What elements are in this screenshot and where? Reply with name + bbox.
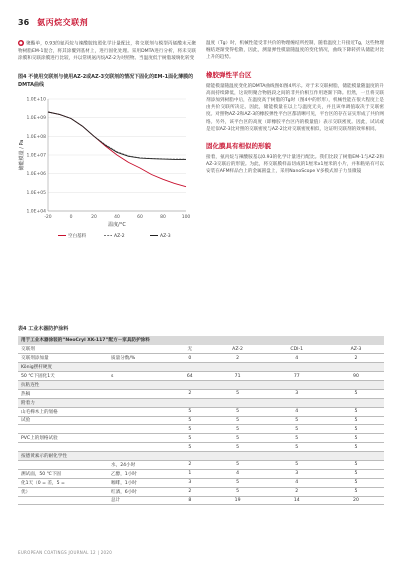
table-row xyxy=(18,460,384,469)
table-cell: 5 xyxy=(266,416,328,425)
row-label: 热稿 xyxy=(18,389,108,398)
table-row xyxy=(18,398,384,407)
row-sublabel: s xyxy=(108,372,170,381)
right-column xyxy=(206,40,384,176)
col-header: 无 xyxy=(170,345,210,354)
row-label xyxy=(18,425,108,434)
row-sublabel: 质量分数/% xyxy=(108,354,170,363)
table-cell: 5 xyxy=(210,434,266,443)
col-header: CDI-1 xyxy=(266,345,328,354)
table-cell: 5 xyxy=(328,425,384,434)
x-tick-label: 40 xyxy=(114,215,120,221)
table-cell xyxy=(170,380,210,389)
y-tick-label: 1.0E+07 xyxy=(26,153,46,159)
row-label: 抗粘连性 xyxy=(18,380,108,389)
table-cell: 2 xyxy=(170,389,210,398)
table-cell xyxy=(328,398,384,407)
table-cell: 5 xyxy=(170,416,210,425)
table-row xyxy=(18,487,384,496)
table-row xyxy=(18,372,384,381)
table-cell: 5 xyxy=(210,443,266,452)
page-number: 36 xyxy=(18,17,30,27)
table-cell xyxy=(210,380,266,389)
table-cell: 5 xyxy=(210,416,266,425)
table-row xyxy=(18,443,384,452)
table-cell xyxy=(170,452,210,461)
table-cell: 2 xyxy=(170,460,210,469)
legend-label: AZ-2 xyxy=(114,234,125,240)
row-label: 测试面，50 ℃下固 xyxy=(18,469,108,478)
table-cell: 5 xyxy=(210,389,266,398)
row-label: 交联剂添加量 xyxy=(18,354,108,363)
table-cell: 4 xyxy=(266,354,328,363)
col-header: AZ-3 xyxy=(328,345,384,354)
table-cell: 5 xyxy=(170,407,210,416)
table-row xyxy=(18,416,384,425)
x-tick-label: 60 xyxy=(137,215,143,221)
col-header: AZ-2 xyxy=(210,345,266,354)
x-tick-label: 0 xyxy=(69,215,73,221)
left-column xyxy=(18,40,196,243)
series-line-2 xyxy=(48,112,186,159)
table-cell xyxy=(328,380,384,389)
table-cell xyxy=(328,452,384,461)
bullet-icon: ● xyxy=(19,40,23,45)
table-cell: 90 xyxy=(328,372,384,381)
row-label: 附着力 xyxy=(18,398,108,407)
table-row xyxy=(18,354,384,363)
table-cell: 5 xyxy=(328,416,384,425)
table-cell: 5 xyxy=(210,487,266,496)
row-label: 山毛榉木上的划格 xyxy=(18,407,108,416)
table-row xyxy=(18,389,384,398)
table-cell: 77 xyxy=(266,372,328,381)
x-axis-label: 温度/°C xyxy=(108,222,126,229)
table-cell: 5 xyxy=(266,434,328,443)
table-caption: 表4 工业木器防护涂料 xyxy=(18,326,69,332)
table-headline: 用于工业木器涂装的“NeoCryl XK-117”配方－家具防护涂料 xyxy=(18,336,384,345)
table-column-header-row xyxy=(18,345,384,354)
row-sublabel: 总计 xyxy=(108,496,170,505)
table-cell: 64 xyxy=(170,372,210,381)
table-cell xyxy=(266,363,328,372)
table-cell: 3 xyxy=(266,389,328,398)
row-sublabel xyxy=(108,425,170,434)
page-header xyxy=(18,14,88,30)
table-cell: 14 xyxy=(266,496,328,505)
table-cell: 5 xyxy=(210,407,266,416)
table-cell: 5 xyxy=(266,460,328,469)
x-tick-label: 80 xyxy=(160,215,166,221)
y-tick-label: 1.0E+06 xyxy=(26,172,46,178)
table-4 xyxy=(18,325,384,505)
table-cell xyxy=(210,363,266,372)
x-tick-label: 100 xyxy=(181,215,191,221)
table-cell xyxy=(266,398,328,407)
legend-label: 空白基料 xyxy=(68,234,86,240)
row-label: PVC上的划格试验 xyxy=(18,434,108,443)
right-paragraph-1: 温度（Tg）时，机械性能受非共价的物理缠结所控制，随着温度上升接近Tg，这些物理缠结逐渐变得松散，因此，测量弹性模量随温度的变化情况，曲线下降转折从储能对比上升的趋势。 xyxy=(206,41,384,61)
intro-text: 聚酯单，0.93的氨丙烷与辣酸胺按照化学计量配比，将交联剂与模型丙烯酸末元聚物树脂EM-1混合，将其涂覆到基材上，进行固化处理。采用DMTA进行分析，将未交联涂膜和交联涂膜进行比较，并以常规氨丙烷AZ-2为对照物。当温度低于树脂玻璃化转变 xyxy=(18,41,196,61)
table-cell: 5 xyxy=(328,443,384,452)
row-sublabel: 乙醇，1小时 xyxy=(108,469,170,478)
table-cell: 5 xyxy=(328,407,384,416)
col-header xyxy=(108,345,170,354)
table-row xyxy=(18,380,384,389)
row-label xyxy=(18,460,108,469)
row-label: 50 ℃下固化1天 xyxy=(18,372,108,381)
table-cell: 2 xyxy=(170,487,210,496)
table-cell: 5 xyxy=(210,478,266,487)
table-row xyxy=(18,363,384,372)
x-tick-label: -20 xyxy=(44,215,52,221)
row-sublabel: 咖啡，1小时 xyxy=(108,478,170,487)
table-row xyxy=(18,434,384,443)
table-cell: 8 xyxy=(170,496,210,505)
row-label: 按德黄素示的耐化学性 xyxy=(18,452,108,461)
table-headline-row xyxy=(18,336,384,345)
y-tick-label: 1.0E+08 xyxy=(26,134,46,140)
table-cell: 3 xyxy=(266,469,328,478)
table-cell: 19 xyxy=(210,496,266,505)
row-label: 化1天（0 = 差，5 = xyxy=(18,478,108,487)
row-sublabel xyxy=(108,452,170,461)
journal-footer: EUROPEAN COATINGS JOURNAL 12 | 2020 xyxy=(18,550,113,555)
right-paragraph-3: 接着，氨丙烷与辣酸胺基以0.93的化学计量进行配比。我们比较了树脂EM-1与AZ-2和AZ-3交联后的形貌。为此，将交联膜样品切成的1厘米x1厘米的小片，并和粘贴有可以安装在AFM样品台上的金属圆盘上，采用NanoScope V多模式原子力显微镜 xyxy=(206,155,384,175)
row-label: 试验 xyxy=(18,416,108,425)
table-cell: 1 xyxy=(170,469,210,478)
table-cell: 5 xyxy=(328,478,384,487)
right-paragraph-2: 储能模量随温度变化的DMTA曲线图如图4所示。对于未交联树脂，储能模量随温度的升高而持续降低，这说明聚合物链段之间的非共价相互作用逐渐下降。但然，一旦将交联剂添加到树脂中后，在温度高于树脂的Tg时（图4中的形形），机械性能在很大程度上是由共价交联所决定。因此，储能模量在以上与温度无关，并且该单调值取决于交联密度。对照物AZ-2和AZ-3的橡胶弹性平台区都清晰可见，平台区的存在证实形成了共价网络。另外，该平台区的高度（即橡胶平台区内的模量值）表示交联密度。因此，试试或是近似AZ-3比对照的交联密度与AZ-2比对交联密度相似，这证明交联剂的效率相同。 xyxy=(206,83,384,132)
table-cell: 2 xyxy=(328,354,384,363)
table-cell xyxy=(210,452,266,461)
row-sublabel xyxy=(108,363,170,372)
row-sublabel xyxy=(108,434,170,443)
table-cell: 5 xyxy=(266,443,328,452)
table-cell: 4 xyxy=(266,407,328,416)
row-sublabel: 水，24小时 xyxy=(108,460,170,469)
formulation-table xyxy=(18,336,384,505)
row-sublabel xyxy=(108,416,170,425)
table-cell: 0 xyxy=(170,354,210,363)
row-sublabel xyxy=(108,380,170,389)
y-tick-label: 1.0E+05 xyxy=(26,190,46,196)
row-label: 优） xyxy=(18,487,108,496)
subheading-morphology: 固化膜具有相似的形貌 xyxy=(206,142,271,151)
table-row xyxy=(18,496,384,505)
table-cell xyxy=(328,363,384,372)
table-cell: 5 xyxy=(328,487,384,496)
table-row xyxy=(18,425,384,434)
dmta-chart xyxy=(18,93,196,243)
row-sublabel: 红酒，6小时 xyxy=(108,487,170,496)
table-cell: 4 xyxy=(266,478,328,487)
y-axis-label: 储能模量 / Pa xyxy=(19,139,25,171)
table-cell: 2 xyxy=(210,354,266,363)
table-cell: 71 xyxy=(210,372,266,381)
table-row xyxy=(18,469,384,478)
table-cell: 4 xyxy=(210,469,266,478)
table-cell xyxy=(266,380,328,389)
table-cell: 5 xyxy=(328,469,384,478)
table-cell: 5 xyxy=(266,425,328,434)
row-sublabel xyxy=(108,407,170,416)
row-sublabel xyxy=(108,398,170,407)
section-title: 氨丙烷交联剂 xyxy=(37,17,89,27)
table-cell: 20 xyxy=(328,496,384,505)
table-cell xyxy=(210,398,266,407)
legend-label: AZ-3 xyxy=(160,234,171,240)
table-cell: 3 xyxy=(170,478,210,487)
table-cell: 2 xyxy=(266,487,328,496)
table-cell: 5 xyxy=(328,389,384,398)
subheading-rubber-plateau: 橡胶弹性平台区 xyxy=(206,70,252,79)
x-tick-label: 20 xyxy=(91,215,97,221)
table-cell: 5 xyxy=(210,460,266,469)
table-cell: 5 xyxy=(170,434,210,443)
table-row xyxy=(18,478,384,487)
row-label: König摆杆硬度 xyxy=(18,363,108,372)
series-line-0 xyxy=(48,112,186,187)
row-sublabel xyxy=(108,443,170,452)
col-header: 交联剂 xyxy=(18,345,108,354)
chart-svg xyxy=(18,93,196,243)
intro-paragraph xyxy=(18,40,196,62)
table-cell xyxy=(266,452,328,461)
table-row xyxy=(18,452,384,461)
y-tick-label: 1.0E+04 xyxy=(26,209,46,215)
table-cell: 5 xyxy=(170,425,210,434)
row-label xyxy=(18,443,108,452)
y-tick-label: 1.0E+09 xyxy=(26,116,46,122)
table-cell: 5 xyxy=(328,460,384,469)
table-cell: 5 xyxy=(328,434,384,443)
table-cell: 5 xyxy=(170,443,210,452)
table-cell xyxy=(170,398,210,407)
y-tick-label: 1.0E+10 xyxy=(26,97,46,103)
table-row xyxy=(18,407,384,416)
table-cell: 5 xyxy=(210,425,266,434)
figure-caption: 图4 不使用交联剂与使用AZ-2或AZ-3交联剂的情况下固化的EM-1面化薄膜的DMTA曲线 xyxy=(18,74,194,88)
table-cell xyxy=(170,363,210,372)
row-sublabel xyxy=(108,389,170,398)
row-label xyxy=(18,496,108,505)
